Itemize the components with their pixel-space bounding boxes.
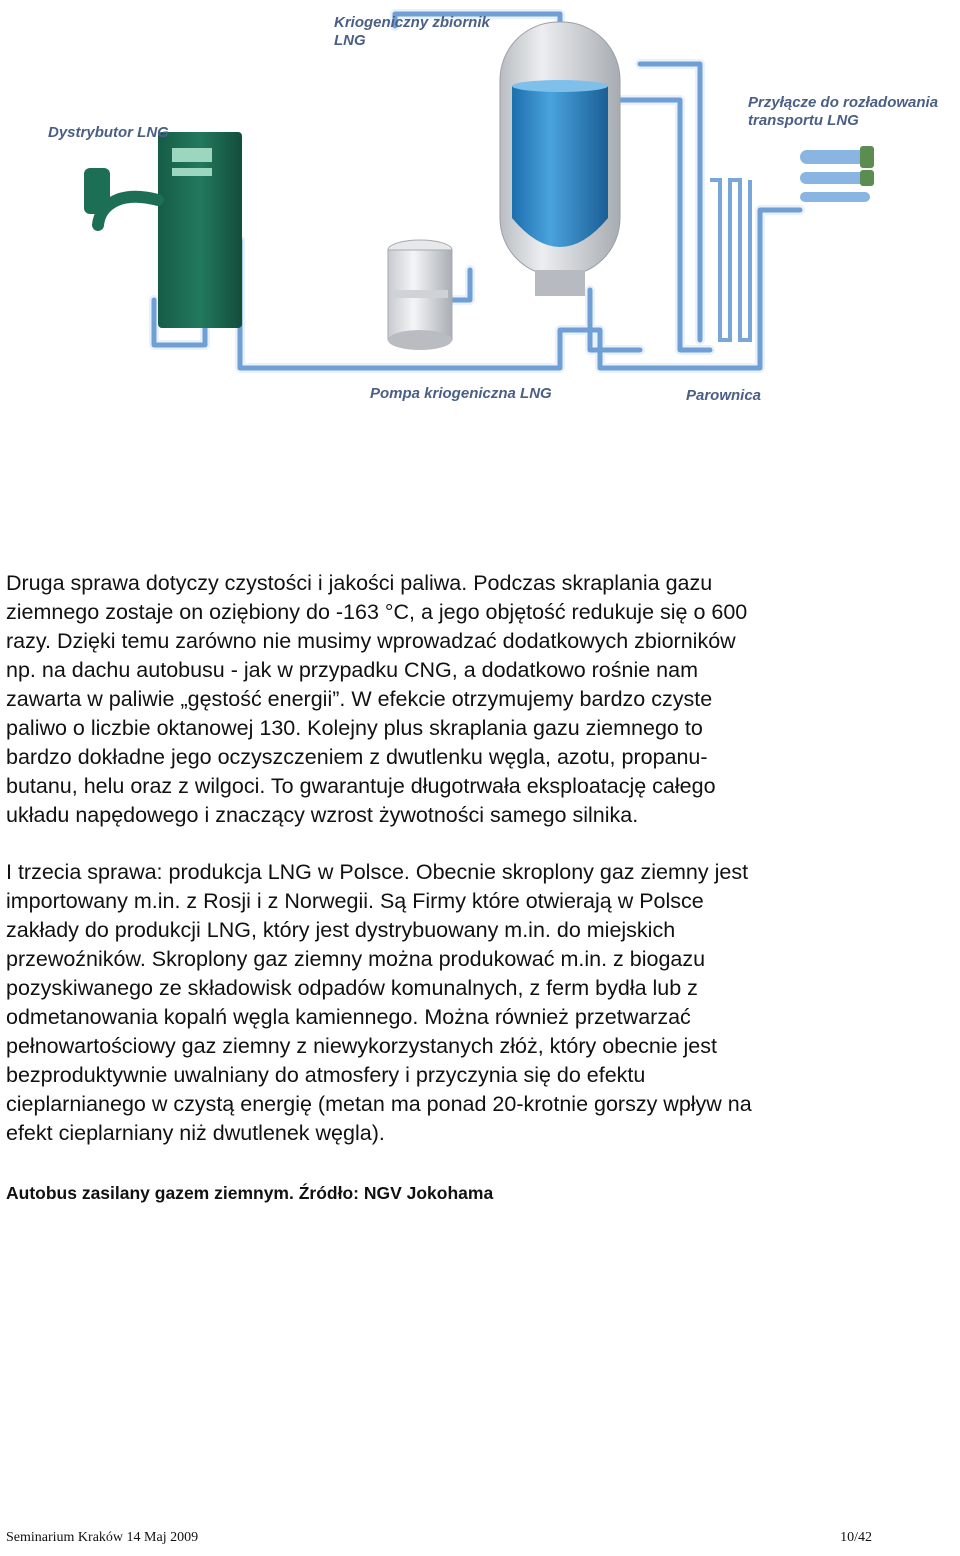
text-line: razy. Dzięki temu zarówno nie musimy wprowadzać dodatkowych zbiorników bbox=[6, 629, 736, 653]
text-line: paliwo o liczbie oktanowej 130. Kolejny plus skraplania gazu ziemnego to bbox=[6, 716, 703, 740]
pipe-network bbox=[154, 14, 800, 368]
tank-label-line2: LNG bbox=[334, 32, 366, 49]
lng-station-illustration bbox=[0, 0, 960, 430]
text-line: bardzo dokładne jego oczyszczeniem z dwutlenku węgla, azotu, propanu- bbox=[6, 745, 708, 769]
text-line: zakłady do produkcji LNG, który jest dystrybuowany m.in. do miejskich bbox=[6, 918, 676, 942]
text-line: odmetanowania kopalń węgla kamiennego. Można również przetwarzać bbox=[6, 1005, 691, 1029]
text-line: np. na dachu autobusu - jak w przypadku CNG, a dodatkowo rośnie nam bbox=[6, 658, 698, 682]
lng-station-diagram bbox=[0, 0, 960, 430]
vaporizer-label: Parownica bbox=[686, 387, 762, 404]
connector-label-line1: Przyłącze do rozładowania bbox=[748, 94, 939, 111]
unloading-connector bbox=[800, 146, 874, 202]
pump-label: Pompa kriogeniczna LNG bbox=[370, 385, 552, 402]
text-line: efekt cieplarniany niż dwutlenek węgla). bbox=[6, 1121, 385, 1145]
text-line: przewoźników. Skroplony gaz ziemny można produkować m.in. z biogazu bbox=[6, 947, 706, 971]
image-caption: Autobus zasilany gazem ziemnym. Źródło: NGV Jokohama bbox=[6, 1183, 494, 1203]
text-line: ziemnego zostaje on oziębiony do -163 °C, a jego objętość redukuje się o 600 bbox=[6, 600, 748, 624]
body-text bbox=[6, 569, 906, 1148]
text-line: importowany m.in. z Rosji i z Norwegii. Są Firmy które otwierają w Polsce bbox=[6, 889, 704, 913]
paragraph-fuel-quality bbox=[6, 569, 906, 830]
tank-label bbox=[334, 14, 490, 50]
footer-seminar: Seminarium Kraków 14 Maj 2009 bbox=[6, 1530, 199, 1545]
paragraph-lng-production bbox=[6, 858, 906, 1148]
text-line: butanu, helu oraz z wilgoci. To gwarantuje długotrwała eksploatację całego bbox=[6, 774, 716, 798]
text-line: pozyskiwanego ze składowisk odpadów komunalnych, z ferm bydła lub z bbox=[6, 976, 698, 1000]
text-line: układu napędowego i znaczący wzrost żywotności samego silnika. bbox=[6, 803, 639, 827]
cryogenic-pump bbox=[388, 240, 452, 350]
connector-label-line2: transportu LNG bbox=[748, 112, 859, 129]
dispenser-label: Dystrybutor LNG bbox=[48, 124, 169, 141]
text-line: bezproduktywnie uwalniany do atmosfery i przyczynia się do efektu bbox=[6, 1063, 646, 1087]
tank-label-line1: Kriogeniczny zbiornik bbox=[334, 14, 490, 31]
text-line: I trzecia sprawa: produkcja LNG w Polsce. Obecnie skroplony gaz ziemny jest bbox=[6, 860, 749, 884]
text-line: Druga sprawa dotyczy czystości i jakości paliwa. Podczas skraplania gazu bbox=[6, 571, 713, 595]
page-number: 10/42 bbox=[840, 1530, 872, 1545]
cryogenic-tank bbox=[500, 22, 620, 296]
text-line: pełnowartościowy gaz ziemny z niewykorzystanych złóż, który obecnie jest bbox=[6, 1034, 717, 1058]
vaporizer-coils bbox=[710, 180, 750, 340]
text-line: cieplarnianego w czystą energię (metan ma ponad 20-krotnie gorszy wpływ na bbox=[6, 1092, 752, 1116]
text-line: zawarta w paliwie „gęstość energii”. W efekcie otrzymujemy bardzo czyste bbox=[6, 687, 713, 711]
connector-label bbox=[748, 94, 938, 130]
lng-dispenser bbox=[84, 132, 242, 328]
